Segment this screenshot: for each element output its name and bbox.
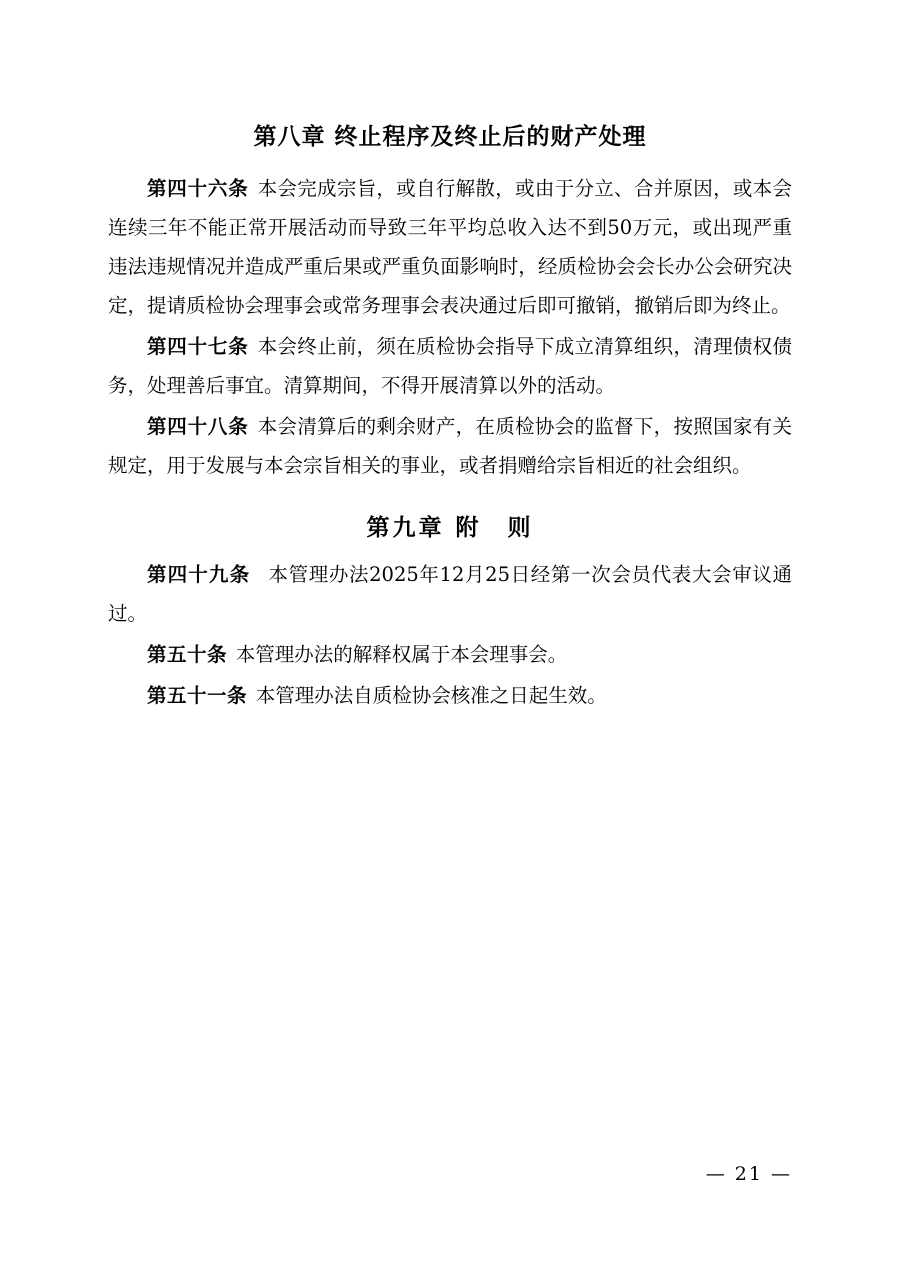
article-47-text: 本会终止前，须在质检协会指导下成立清算组织，清理债权债务，处理善后事宜。清算期间，不得开展清算以外的活动。 [108, 334, 792, 397]
article-48-paragraph [108, 407, 792, 485]
article-46-label: 第四十六条 [147, 176, 249, 200]
page-number: — 21 — [705, 1163, 792, 1185]
chapter-9-heading: 第九章 附 则 [366, 513, 534, 541]
article-50-label: 第五十条 [147, 643, 228, 666]
article-51-text: 本管理办法自质检协会核准之日起生效。 [255, 684, 607, 707]
chapter-8-heading: 第八章 终止程序及终止后的财产处理 [253, 123, 647, 150]
article-49-text: 本管理办法2025年12月25日经第一次会员代表大会审议通过。 [108, 563, 792, 625]
article-46-paragraph [108, 169, 792, 325]
article-49-label: 第四十九条 [147, 563, 251, 586]
article-51-label: 第五十一条 [147, 684, 248, 707]
article-50-text: 本管理办法的解释权属于本会理事会。 [235, 643, 568, 666]
article-47-paragraph [108, 327, 792, 405]
article-48-text: 本会清算后的剩余财产，在质检协会的监督下，按照国家有关规定，用于发展与本会宗旨相关的事业，或者捐赠给宗旨相近的社会组织。 [108, 414, 792, 477]
article-50-paragraph [108, 635, 792, 674]
article-46-text: 本会完成宗旨，或自行解散，或由于分立、合并原因，或本会连续三年不能正常开展活动而导致三年平均总收入达不到50万元，或出现严重违法违规情况并造成严重后果或严重负面影响时，经质检协会会长办公会研究决定，提请质检协会理事会或常务理事会表决通过后即可撤销，撤销后即为终止。 [108, 176, 792, 317]
article-48-label: 第四十八条 [147, 414, 249, 438]
article-47-label: 第四十七条 [147, 334, 249, 358]
article-49-paragraph [108, 555, 792, 633]
article-51-paragraph [108, 676, 792, 715]
